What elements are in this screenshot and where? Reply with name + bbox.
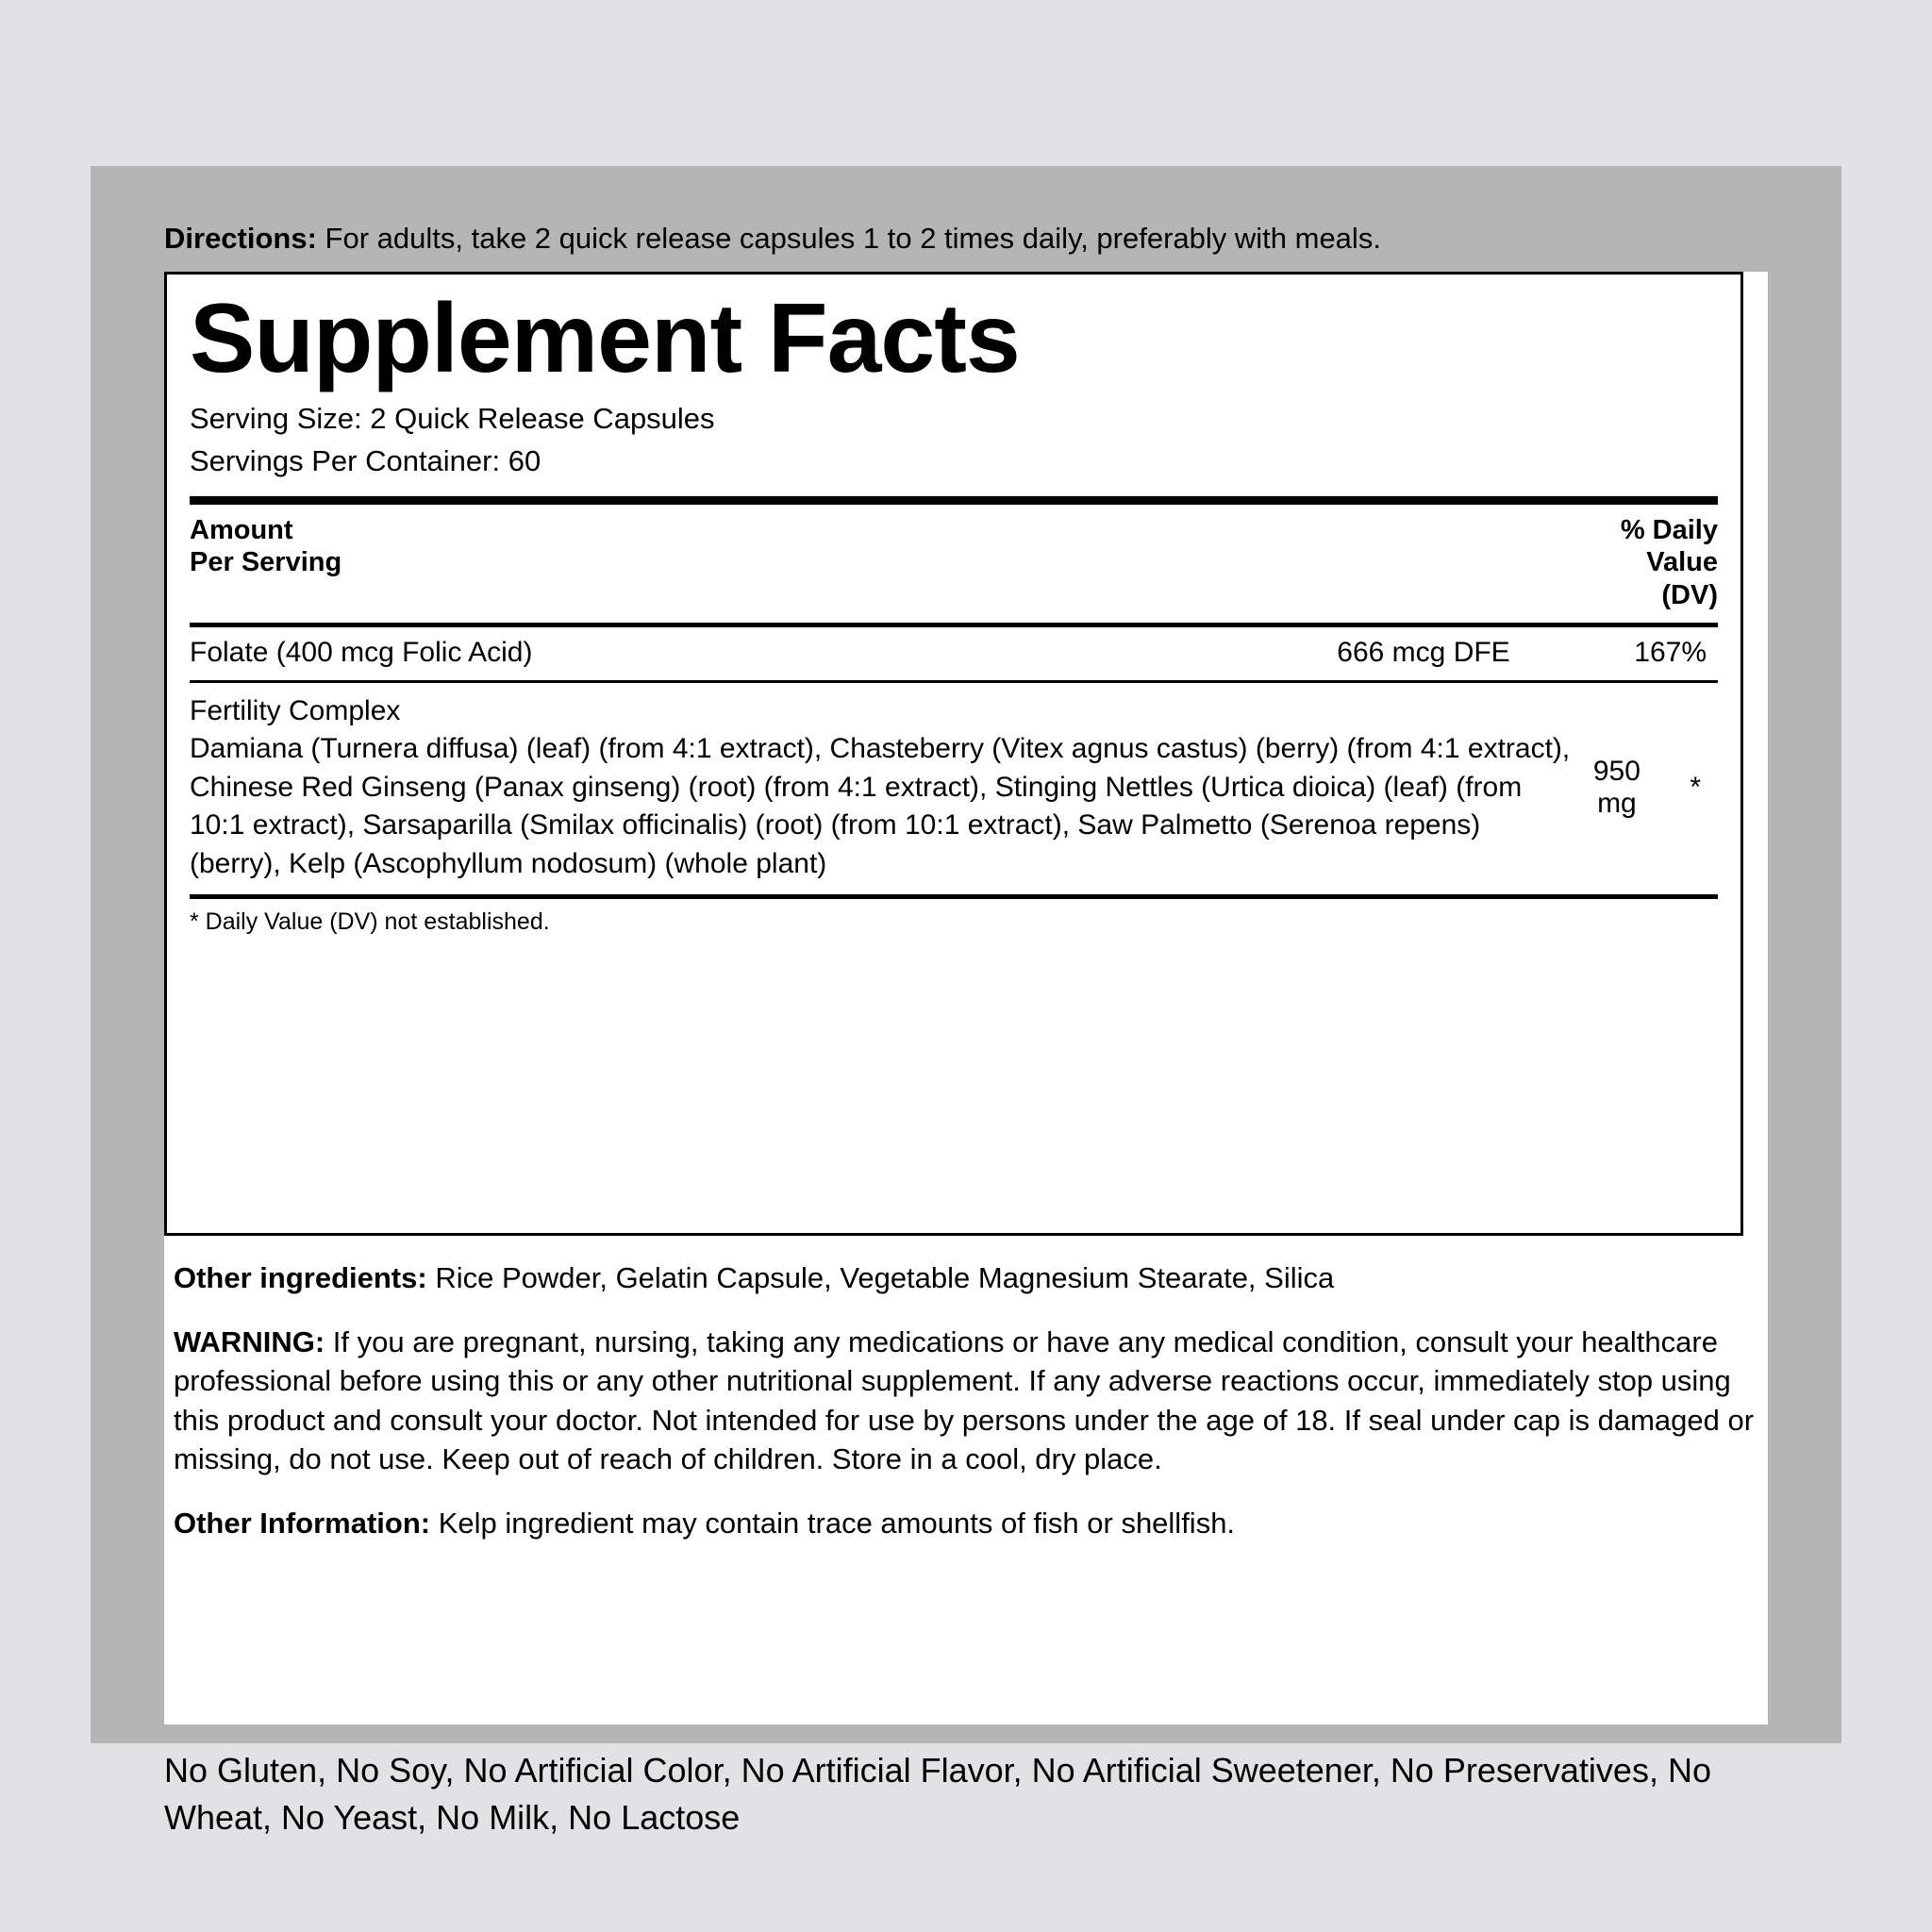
other-ingredients-paragraph — [174, 1258, 1768, 1298]
serving-size: Serving Size: 2 Quick Release Capsules — [190, 402, 715, 436]
directions-label: Directions: — [164, 222, 317, 255]
other-information-text: Kelp ingredient may contain trace amounts of fish or shellfish. — [430, 1506, 1236, 1540]
free-from-claims: No Gluten, No Soy, No Artificial Color, No Artificial Flavor, No Artificial Sweetener, No Preservatives, No Wheat, No Yeast, No Milk, No Lactose — [164, 1751, 1711, 1838]
daily-value-header — [1621, 514, 1718, 611]
blend-ingredients: Damiana (Turnera diffusa) (leaf) (from 4:1 extract), Chasteberry (Vitex agnus castus) (berry) (from 4:1 extract), Chinese Red Ginseng (Panax ginseng) (root) (from 4:1 extract), Stinging Nettles (Urtica dioica) (leaf) (from 10:1 extract), Sarsaparilla (Smilax officinalis) (root) (from 10:1 extract), Saw Palmetto (Serenoa repens) (berry), Kelp (Ascophyllum nodosum) (whole plant) — [190, 733, 1571, 879]
label-body-text — [174, 1258, 1768, 1567]
directions-text: For adults, take 2 quick release capsules 1 to 2 times daily, preferably with meals. — [316, 222, 1381, 255]
amount-header-line2: Per Serving — [190, 547, 342, 578]
directions-line — [164, 221, 1806, 258]
blend-daily-value: * — [1690, 771, 1701, 803]
daily-value-footnote: * Daily Value (DV) not established. — [190, 908, 550, 936]
nutrient-name: Folate (400 mcg Folic Acid) — [190, 636, 533, 668]
dv-header-line1: % Daily — [1620, 515, 1718, 546]
table-row — [190, 627, 1718, 680]
nutrient-daily-value: 167% — [1634, 636, 1707, 668]
blend-title: Fertility Complex — [190, 694, 401, 726]
dv-header-line2: Value — [1646, 547, 1718, 578]
other-ingredients-text: Rice Powder, Gelatin Capsule, Vegetable Magnesium Stearate, Silica — [426, 1261, 1335, 1294]
other-information-label: Other Information: — [174, 1506, 431, 1540]
warning-paragraph — [174, 1323, 1768, 1479]
blend-amount: 950 mg — [1592, 755, 1641, 819]
supplement-facts-box — [164, 272, 1743, 1236]
other-ingredients-label: Other ingredients: — [174, 1261, 427, 1294]
supplement-label-panel — [91, 166, 1841, 1838]
table-row — [190, 683, 1718, 895]
label-white-card — [164, 272, 1768, 1724]
supplement-facts-title: Supplement Facts — [190, 284, 1020, 393]
warning-text: If you are pregnant, nursing, taking any medications or have any medical condition, consult your healthcare professional before using this or any other nutritional supplement. If any adverse reactions occur, immediately stop using this product and consult your doctor. Not intended for use by persons under the age of 18. If seal under cap is damaged or missing, do not use. Keep out of reach of children. Store in a cool, dry place. — [174, 1324, 1755, 1476]
other-information-paragraph — [174, 1504, 1768, 1543]
dv-header-line3: (DV) — [1661, 579, 1718, 610]
warning-label: WARNING: — [174, 1324, 325, 1358]
amount-per-serving-header — [190, 514, 341, 578]
table-header-row — [190, 505, 1718, 623]
nutrient-amount: 666 mcg DFE — [1337, 636, 1510, 668]
blend-description — [190, 692, 1574, 884]
amount-header-line1: Amount — [190, 515, 293, 546]
servings-per-container: Servings Per Container: 60 — [190, 444, 541, 478]
divider-thick-top — [190, 496, 1718, 505]
